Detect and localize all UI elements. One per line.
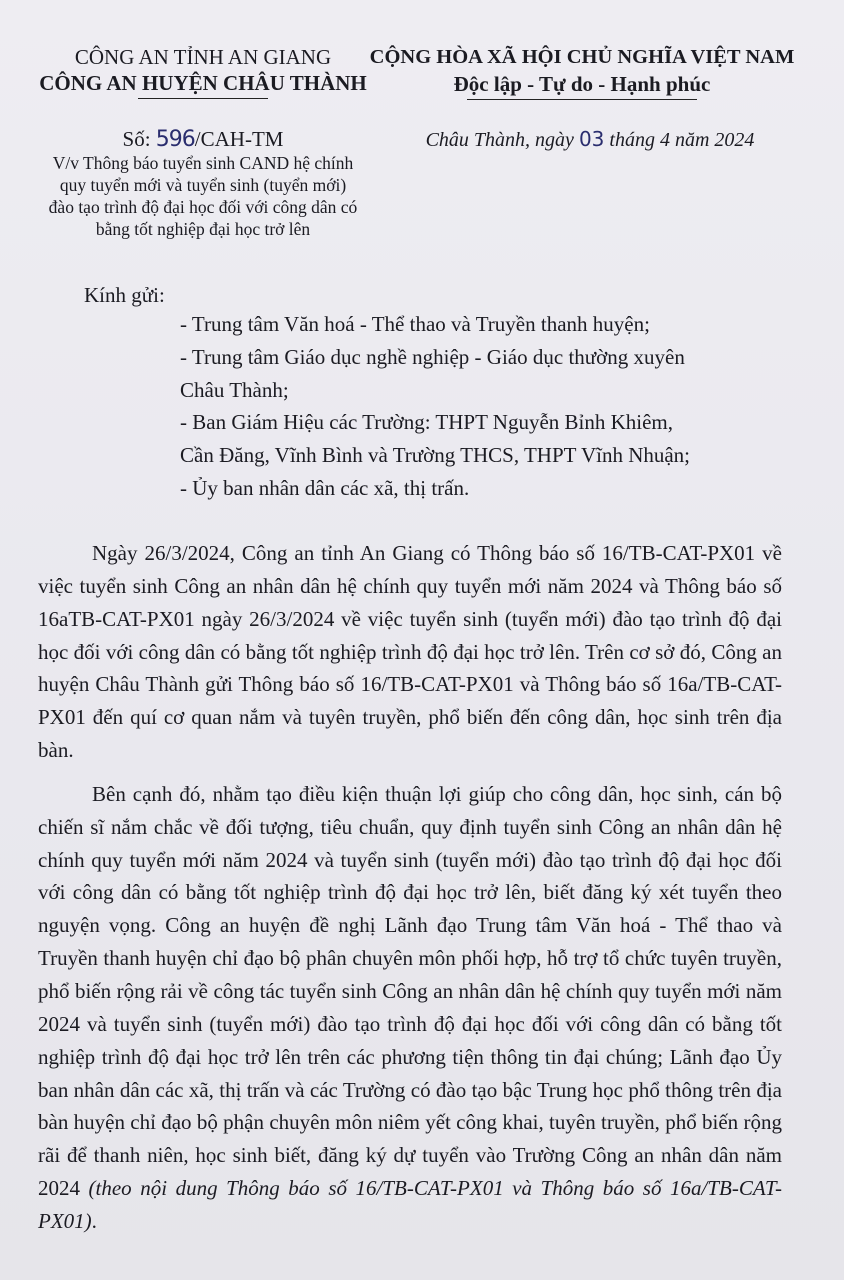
doc-number-suffix: /CAH-TM: [194, 127, 284, 151]
recipient-list: [180, 308, 800, 505]
subject-line: quy tuyển mới và tuyển sinh (tuyển mới): [59, 175, 347, 195]
doc-number-handwritten: 596: [155, 127, 195, 152]
place-date-prefix: Châu Thành, ngày: [425, 129, 579, 151]
body-paragraph-1: Ngày 26/3/2024, Công an tỉnh An Giang có Thông báo số 16/TB-CAT-PX01 về việc tuyển sinh Công an nhân dân hệ chính quy tuyển mới năm 2024 và Thông báo số 16aTB-CAT-PX01 ngày 26/3/2024 về việc tuyển sinh (tuyển mới) đào tạo trình độ đại học đối với công dân có bằng tốt nghiệp trình độ đại học trở lên. Trên cơ sở đó, Công an huyện Châu Thành gửi Thông báo số 16/TB-CAT-PX01 và Thông báo số 16a/TB-CAT-PX01 đến quí cơ quan nắm và tuyên truyền, phổ biến đến công dân, học sinh trên địa bàn.: [38, 541, 782, 763]
recipient-item: Cần Đăng, Vĩnh Bình và Trường THCS, THPT Vĩnh Nhuận;: [180, 443, 691, 468]
motto-underline: [467, 99, 697, 100]
recipient-item: - Ủy ban nhân dân các xã, thị trấn.: [180, 475, 470, 500]
agency-name: CÔNG AN HUYỆN CHÂU THÀNH: [39, 71, 367, 95]
national-motto: Độc lập - Tự do - Hạnh phúc: [453, 72, 711, 96]
issuing-agency-block: [38, 44, 368, 99]
national-title: CỘNG HÒA XÃ HỘI CHỦ NGHĨA VIỆT NAM: [369, 46, 795, 68]
recipient-item: - Ban Giám Hiệu các Trường: THPT Nguyễn Bỉnh Khiêm,: [180, 410, 674, 435]
subject-line: bằng tốt nghiệp đại học trở lên: [95, 219, 311, 239]
body-paragraph-2: [38, 778, 782, 1238]
place-and-date: [380, 126, 800, 153]
handwritten-day: 03: [578, 127, 605, 151]
greeting: Kính gửi:: [84, 283, 165, 307]
document-body: [38, 537, 782, 1249]
paragraph-2-text: Bên cạnh đó, nhằm tạo điều kiện thuận lợi giúp cho công dân, học sinh, cán bộ chiến sĩ nắm chắc về đối tượng, tiêu chuẩn, quy định tuyển sinh Công an nhân dân hệ chính quy tuyển mới năm 2024 và tuyển sinh (tuyển mới) đào tạo trình độ đại học đối với công dân có bằng tốt nghiệp trình độ đại học trở lên, biết đăng ký xét tuyển theo nguyện vọng. Công an huyện đề nghị Lãnh đạo Trung tâm Văn hoá - Thể thao và Truyền thanh huyện chỉ đạo bộ phân chuyên môn phối hợp, hỗ trợ tổ chức tuyên truyền, phổ biến rộng rải về công tác tuyển sinh Công an nhân dân hệ chính quy tuyển mới năm 2024 và tuyển sinh (tuyển mới) đào tạo trình độ đại học đối với công dân có bằng tốt nghiệp trình độ đại học trở lên trên các phương tiện thông tin đại chúng; Lãnh đạo Ủy ban nhân dân các xã, thị trấn và các Trường có đào tạo bậc Trung học phổ thông trên địa bàn huyện chỉ đạo bộ phận chuyên môn niêm yết công khai, tuyên truyền, phổ biến rộng rãi để thanh niên, học sinh biết, đăng ký dự tuyển vào Trường Công an nhân dân năm 2024: [38, 781, 782, 1201]
subject-summary: [38, 152, 368, 240]
agency-underline: [138, 98, 268, 99]
doc-number-prefix: Số:: [122, 127, 156, 151]
subject-line: đào tạo trình độ đại học đối với công dân có: [48, 197, 358, 217]
paragraph-2-end: .: [91, 1208, 97, 1233]
subject-line: V/v Thông báo tuyển sinh CAND hệ chính: [52, 153, 354, 173]
national-title-block: [360, 44, 804, 100]
paragraph-2-reference: (theo nội dung Thông báo số 16/TB-CAT-PX01 và Thông báo số 16a/TB-CAT-PX01): [38, 1176, 783, 1233]
place-date-suffix: tháng 4 năm 2024: [604, 129, 755, 151]
recipient-item: - Trung tâm Văn hoá - Thể thao và Truyền thanh huyện;: [180, 312, 650, 336]
recipient-item: - Trung tâm Giáo dục nghề nghiệp - Giáo dục thường xuyên: [180, 344, 685, 369]
agency-parent: CÔNG AN TỈNH AN GIANG: [74, 45, 332, 69]
document-number: [38, 126, 368, 153]
recipient-item: Châu Thành;: [180, 377, 289, 402]
